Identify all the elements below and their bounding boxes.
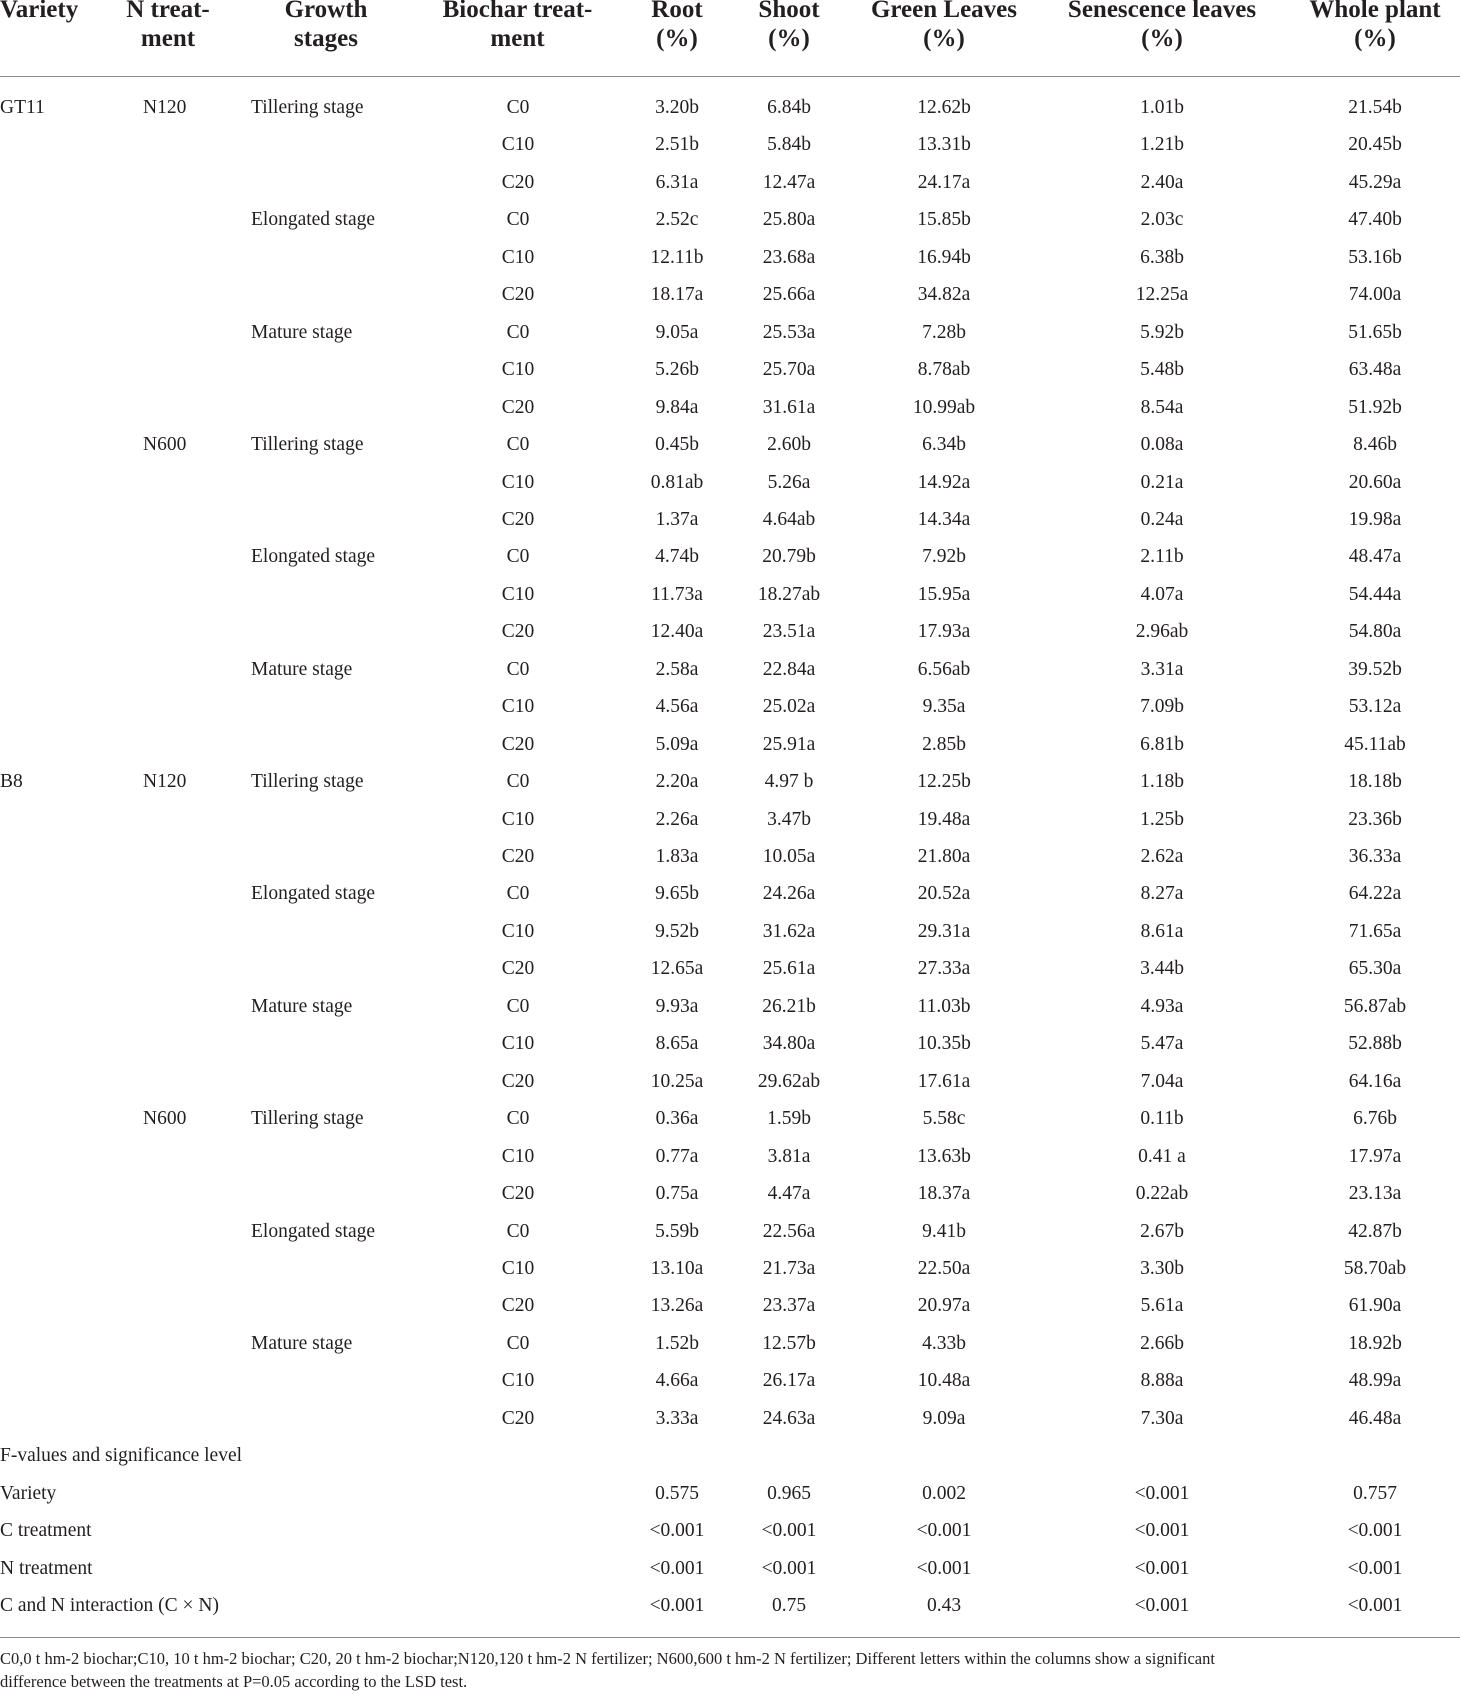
- root-cell: 5.59b: [655, 1220, 699, 1242]
- senescence-cell: 0.24a: [1140, 508, 1184, 530]
- green-leaves-cell: 10.35b: [917, 1033, 971, 1055]
- whole-plant-cell: 48.99a: [1348, 1370, 1402, 1392]
- whole-plant-cell: 64.22a: [1348, 883, 1402, 905]
- root-cell: <0.001: [649, 1557, 705, 1579]
- senescence-cell: 1.21b: [1140, 134, 1184, 156]
- whole-plant-cell: <0.001: [1347, 1557, 1403, 1579]
- shoot-cell: 4.47a: [767, 1183, 811, 1205]
- whole-plant-cell: 8.46b: [1353, 434, 1397, 456]
- header-growth-stages: Growth stages: [284, 0, 368, 52]
- shoot-cell: 12.47a: [762, 171, 816, 193]
- biochar-cell: C0: [506, 209, 530, 231]
- n-treatment-cell: N600: [143, 434, 187, 456]
- shoot-cell: 25.02a: [762, 696, 816, 718]
- shoot-cell: 3.47b: [767, 808, 811, 830]
- green-leaves-cell: 10.99ab: [912, 396, 976, 418]
- green-leaves-cell: 20.97a: [917, 1295, 971, 1317]
- shoot-cell: 22.84a: [762, 658, 816, 680]
- senescence-cell: 2.66b: [1140, 1332, 1184, 1354]
- biochar-cell: C20: [501, 1183, 535, 1205]
- shoot-cell: 4.97 b: [764, 771, 814, 793]
- root-cell: 9.52b: [655, 920, 699, 942]
- root-cell: 9.65b: [655, 883, 699, 905]
- shoot-cell: 6.84b: [767, 97, 811, 118]
- shoot-cell: 2.60b: [767, 434, 811, 456]
- whole-plant-cell: <0.001: [1347, 1595, 1403, 1616]
- root-cell: 2.51b: [655, 134, 699, 156]
- shoot-cell: 25.53a: [762, 321, 816, 343]
- biochar-cell: C10: [501, 1257, 535, 1279]
- senescence-cell: 3.44b: [1140, 958, 1184, 980]
- whole-plant-cell: 20.45b: [1348, 134, 1402, 156]
- senescence-cell: <0.001: [1134, 1595, 1190, 1616]
- shoot-cell: 5.26a: [767, 471, 811, 493]
- biochar-cell: C0: [506, 321, 530, 343]
- biochar-cell: C10: [501, 1033, 535, 1055]
- green-leaves-cell: 17.93a: [917, 621, 971, 643]
- green-leaves-cell: 18.37a: [917, 1183, 971, 1205]
- growth-stage-cell: Mature stage: [251, 321, 353, 343]
- senescence-cell: 8.54a: [1140, 396, 1184, 418]
- biochar-cell: C0: [506, 658, 530, 680]
- biochar-cell: C0: [506, 1108, 530, 1130]
- senescence-cell: <0.001: [1134, 1520, 1190, 1542]
- growth-stage-cell: Elongated stage: [251, 1220, 375, 1242]
- root-cell: 13.26a: [650, 1295, 704, 1317]
- biochar-cell: C20: [501, 958, 535, 980]
- biochar-cell: C20: [501, 733, 535, 755]
- biochar-cell: C20: [501, 846, 535, 867]
- root-cell: 9.84a: [655, 396, 699, 418]
- green-leaves-cell: 15.85b: [917, 209, 971, 231]
- senescence-cell: 1.25b: [1140, 808, 1184, 830]
- green-leaves-cell: 9.35a: [922, 696, 966, 718]
- green-leaves-cell: 7.92b: [922, 546, 966, 568]
- stat-label: C and N interaction (C × N): [0, 1595, 219, 1616]
- root-cell: 11.73a: [651, 583, 703, 605]
- green-leaves-cell: 4.33b: [922, 1332, 966, 1354]
- whole-plant-cell: 51.92b: [1348, 396, 1402, 418]
- shoot-cell: 34.80a: [762, 1033, 816, 1055]
- shoot-cell: 12.57b: [762, 1332, 816, 1354]
- shoot-cell: 25.61a: [762, 958, 816, 980]
- shoot-cell: 29.62ab: [757, 1070, 821, 1092]
- green-leaves-cell: 27.33a: [917, 958, 971, 980]
- root-cell: 2.52c: [655, 209, 699, 231]
- whole-plant-cell: 54.44a: [1348, 583, 1402, 605]
- table-header: [0, 0, 1460, 76]
- whole-plant-cell: 46.48a: [1348, 1407, 1402, 1429]
- senescence-cell: 8.61a: [1140, 920, 1184, 942]
- senescence-cell: 2.67b: [1140, 1220, 1184, 1242]
- root-cell: 1.37a: [655, 508, 699, 530]
- biochar-cell: C10: [501, 359, 535, 381]
- shoot-cell: <0.001: [761, 1557, 817, 1579]
- biochar-cell: C0: [506, 995, 530, 1017]
- root-cell: 3.33a: [655, 1407, 699, 1429]
- biochar-cell: C0: [506, 883, 530, 905]
- shoot-cell: 3.81a: [767, 1145, 811, 1167]
- senescence-cell: 4.07a: [1140, 583, 1184, 605]
- whole-plant-cell: 47.40b: [1348, 209, 1402, 231]
- green-leaves-cell: 12.25b: [917, 771, 971, 793]
- biochar-cell: C10: [501, 471, 535, 493]
- whole-plant-cell: 56.87ab: [1343, 995, 1407, 1017]
- biochar-cell: C0: [506, 1220, 530, 1242]
- senescence-cell: 8.88a: [1140, 1370, 1184, 1392]
- shoot-cell: 31.61a: [762, 396, 816, 418]
- whole-plant-cell: 39.52b: [1348, 658, 1402, 680]
- senescence-cell: 6.38b: [1140, 246, 1184, 268]
- growth-stage-cell: Tillering stage: [251, 434, 364, 456]
- green-leaves-cell: 2.85b: [922, 733, 966, 755]
- whole-plant-cell: 71.65a: [1348, 920, 1402, 942]
- root-cell: 6.31a: [655, 171, 699, 193]
- root-cell: 0.575: [655, 1482, 699, 1504]
- growth-stage-cell: Elongated stage: [251, 546, 375, 568]
- footnote-line-1: C0,0 t hm-2 biochar;C10, 10 t hm-2 biochar; C20, 20 t hm-2 biochar;N120,120 t hm-2 N fertilizer; N600,600 t hm-2 N fertilizer; Different letters within the columns show a significant: [0, 1649, 1215, 1668]
- green-leaves-cell: 24.17a: [917, 171, 971, 193]
- biochar-cell: C20: [501, 621, 535, 643]
- shoot-cell: 22.56a: [762, 1220, 816, 1242]
- root-cell: 12.65a: [650, 958, 704, 980]
- senescence-cell: 0.08a: [1140, 434, 1184, 456]
- root-cell: 12.11b: [650, 246, 704, 268]
- biochar-cell: C20: [501, 284, 535, 306]
- root-cell: 0.77a: [655, 1145, 699, 1167]
- whole-plant-cell: 53.16b: [1348, 246, 1402, 268]
- whole-plant-cell: 6.76b: [1353, 1108, 1397, 1130]
- biochar-cell: C0: [506, 771, 530, 793]
- shoot-cell: 25.70a: [762, 359, 816, 381]
- whole-plant-cell: 18.18b: [1348, 771, 1402, 793]
- growth-stage-cell: Mature stage: [251, 658, 353, 680]
- footnote-line-2: difference between the treatments at P=0.05 according to the LSD test.: [0, 1672, 468, 1691]
- root-cell: 4.56a: [655, 696, 699, 718]
- shoot-cell: 26.21b: [762, 995, 816, 1017]
- biochar-cell: C0: [506, 434, 530, 456]
- whole-plant-cell: 45.11ab: [1344, 733, 1406, 755]
- whole-plant-cell: 18.92b: [1348, 1332, 1402, 1354]
- header-variety: Variety: [0, 0, 79, 23]
- shoot-cell: 1.59b: [767, 1108, 811, 1130]
- senescence-cell: 6.81b: [1140, 733, 1184, 755]
- green-leaves-cell: 9.09a: [922, 1407, 966, 1429]
- senescence-cell: 7.04a: [1140, 1070, 1184, 1092]
- header-green-leaves: Green Leaves (%): [870, 0, 1018, 52]
- whole-plant-cell: <0.001: [1347, 1520, 1403, 1542]
- biochar-cell: C0: [506, 1332, 530, 1354]
- biochar-cell: C20: [501, 1407, 535, 1429]
- growth-stage-cell: Mature stage: [251, 995, 353, 1017]
- whole-plant-cell: 20.60a: [1348, 471, 1402, 493]
- biochar-cell: C10: [501, 808, 535, 830]
- root-cell: 4.66a: [655, 1370, 699, 1392]
- root-cell: 2.20a: [655, 771, 699, 793]
- senescence-cell: 5.47a: [1140, 1033, 1184, 1055]
- root-cell: 13.10a: [650, 1257, 704, 1279]
- senescence-cell: 2.62a: [1140, 846, 1184, 867]
- n-treatment-cell: N600: [143, 1108, 187, 1130]
- green-leaves-cell: 20.52a: [917, 883, 971, 905]
- senescence-cell: 3.31a: [1140, 658, 1184, 680]
- shoot-cell: 25.80a: [762, 209, 816, 231]
- senescence-cell: 0.41 a: [1138, 1145, 1186, 1167]
- shoot-cell: 21.73a: [762, 1257, 816, 1279]
- whole-plant-cell: 52.88b: [1348, 1033, 1402, 1055]
- shoot-cell: 20.79b: [762, 546, 816, 568]
- biochar-cell: C10: [501, 246, 535, 268]
- shoot-cell: 26.17a: [762, 1370, 816, 1392]
- shoot-cell: 0.75: [771, 1595, 807, 1616]
- senescence-cell: 2.40a: [1140, 171, 1184, 193]
- root-cell: 10.25a: [650, 1070, 704, 1092]
- whole-plant-cell: 42.87b: [1348, 1220, 1402, 1242]
- whole-plant-cell: 17.97a: [1348, 1145, 1402, 1167]
- whole-plant-cell: 0.757: [1353, 1482, 1397, 1504]
- green-leaves-cell: 6.34b: [922, 434, 966, 456]
- green-leaves-cell: 29.31a: [917, 920, 971, 942]
- senescence-cell: 8.27a: [1140, 883, 1184, 905]
- senescence-cell: 0.22ab: [1135, 1183, 1189, 1205]
- senescence-cell: 2.96ab: [1135, 621, 1189, 643]
- shoot-cell: 0.965: [767, 1482, 811, 1504]
- stat-label: C treatment: [0, 1520, 92, 1542]
- biochar-cell: C10: [501, 583, 535, 605]
- green-leaves-cell: <0.001: [916, 1557, 972, 1579]
- senescence-cell: <0.001: [1134, 1557, 1190, 1579]
- senescence-cell: 5.92b: [1140, 321, 1184, 343]
- header-biochar-treatment: Biochar treat- ment: [442, 0, 593, 52]
- root-cell: 0.81ab: [650, 471, 704, 493]
- green-leaves-cell: <0.001: [916, 1520, 972, 1542]
- senescence-cell: 2.11b: [1140, 546, 1184, 568]
- biochar-cell: C0: [506, 97, 530, 118]
- green-leaves-cell: 13.63b: [917, 1145, 971, 1167]
- root-cell: 18.17a: [650, 284, 704, 306]
- green-leaves-cell: 0.002: [922, 1482, 966, 1504]
- whole-plant-cell: 51.65b: [1348, 321, 1402, 343]
- bottom-rule: [0, 1637, 1460, 1638]
- senescence-cell: 3.30b: [1140, 1257, 1184, 1279]
- senescence-cell: 0.11b: [1140, 1108, 1184, 1130]
- senescence-cell: 1.01b: [1140, 97, 1184, 118]
- senescence-cell: 4.93a: [1140, 995, 1184, 1017]
- whole-plant-cell: 65.30a: [1348, 958, 1402, 980]
- root-cell: 2.58a: [655, 658, 699, 680]
- whole-plant-cell: 23.36b: [1348, 808, 1402, 830]
- growth-stage-cell: Mature stage: [251, 1332, 353, 1354]
- senescence-cell: 5.61a: [1140, 1295, 1184, 1317]
- shoot-cell: 25.66a: [762, 284, 816, 306]
- root-cell: 1.83a: [655, 846, 699, 867]
- variety-cell: GT11: [0, 97, 45, 118]
- whole-plant-cell: 58.70ab: [1343, 1257, 1407, 1279]
- root-cell: 0.36a: [655, 1108, 699, 1130]
- green-leaves-cell: 6.56ab: [917, 658, 971, 680]
- green-leaves-cell: 9.41b: [922, 1220, 966, 1242]
- biochar-cell: C20: [501, 508, 535, 530]
- shoot-cell: 23.37a: [762, 1295, 816, 1317]
- variety-cell: B8: [0, 771, 23, 793]
- senescence-cell: <0.001: [1134, 1482, 1190, 1504]
- growth-stage-cell: Elongated stage: [251, 209, 375, 231]
- biochar-cell: C20: [501, 171, 535, 193]
- senescence-cell: 5.48b: [1140, 359, 1184, 381]
- senescence-cell: 12.25a: [1135, 284, 1189, 306]
- senescence-cell: 2.03c: [1140, 209, 1184, 231]
- biochar-cell: C10: [501, 920, 535, 942]
- whole-plant-cell: 48.47a: [1348, 546, 1402, 568]
- green-leaves-cell: 5.58c: [922, 1108, 966, 1130]
- growth-stage-cell: Elongated stage: [251, 883, 375, 905]
- senescence-cell: 7.30a: [1140, 1407, 1184, 1429]
- n-treatment-cell: N120: [143, 97, 187, 118]
- whole-plant-cell: 53.12a: [1348, 696, 1402, 718]
- header-root: Root (%): [651, 0, 703, 52]
- green-leaves-cell: 12.62b: [917, 97, 971, 118]
- green-leaves-cell: 13.31b: [917, 134, 971, 156]
- green-leaves-cell: 11.03b: [917, 995, 971, 1017]
- header-n-treatment: N treat- ment: [126, 0, 210, 52]
- shoot-cell: 5.84b: [767, 134, 811, 156]
- senescence-cell: 0.21a: [1140, 471, 1184, 493]
- green-leaves-cell: 17.61a: [917, 1070, 971, 1092]
- header-senescence-leaves: Senescence leaves (%): [1067, 0, 1257, 52]
- stat-label: N treatment: [0, 1557, 93, 1579]
- root-cell: 8.65a: [655, 1033, 699, 1055]
- root-cell: 0.75a: [655, 1183, 699, 1205]
- root-cell: 2.26a: [655, 808, 699, 830]
- growth-stage-cell: Tillering stage: [251, 97, 364, 118]
- header-whole-plant: Whole plant (%): [1309, 0, 1441, 52]
- whole-plant-cell: 74.00a: [1348, 284, 1402, 306]
- shoot-cell: 23.68a: [762, 246, 816, 268]
- green-leaves-cell: 8.78ab: [917, 359, 971, 381]
- whole-plant-cell: 21.54b: [1348, 97, 1402, 118]
- growth-stage-cell: Tillering stage: [251, 771, 364, 793]
- shoot-cell: <0.001: [761, 1520, 817, 1542]
- shoot-cell: 31.62a: [762, 920, 816, 942]
- senescence-cell: 7.09b: [1140, 696, 1184, 718]
- stat-label: Variety: [0, 1482, 57, 1504]
- root-cell: 3.20b: [655, 97, 699, 118]
- biochar-cell: C20: [501, 1070, 535, 1092]
- whole-plant-cell: 23.13a: [1348, 1183, 1402, 1205]
- senescence-cell: 1.18b: [1140, 771, 1184, 793]
- footnote: [0, 1647, 1460, 1693]
- green-leaves-cell: 22.50a: [917, 1257, 971, 1279]
- n-treatment-cell: N120: [143, 771, 187, 793]
- green-leaves-cell: 19.48a: [917, 808, 971, 830]
- green-leaves-cell: 21.80a: [917, 846, 971, 867]
- whole-plant-cell: 61.90a: [1348, 1295, 1402, 1317]
- root-cell: 9.05a: [655, 321, 699, 343]
- shoot-cell: 25.91a: [762, 733, 816, 755]
- shoot-cell: 24.26a: [762, 883, 816, 905]
- shoot-cell: 23.51a: [762, 621, 816, 643]
- root-cell: 4.74b: [655, 546, 699, 568]
- biochar-cell: C20: [501, 1295, 535, 1317]
- green-leaves-cell: 10.48a: [917, 1370, 971, 1392]
- shoot-cell: 24.63a: [762, 1407, 816, 1429]
- root-cell: 9.93a: [655, 995, 699, 1017]
- root-cell: 0.45b: [655, 434, 699, 456]
- header-shoot: Shoot (%): [758, 0, 820, 52]
- whole-plant-cell: 36.33a: [1348, 846, 1402, 867]
- whole-plant-cell: 19.98a: [1348, 508, 1402, 530]
- root-cell: 12.40a: [650, 621, 704, 643]
- root-cell: <0.001: [649, 1520, 705, 1542]
- root-cell: <0.001: [649, 1595, 705, 1616]
- shoot-cell: 10.05a: [762, 846, 816, 867]
- whole-plant-cell: 45.29a: [1348, 171, 1402, 193]
- green-leaves-cell: 7.28b: [922, 321, 966, 343]
- green-leaves-cell: 15.95a: [917, 583, 971, 605]
- green-leaves-cell: 14.34a: [917, 508, 971, 530]
- header-rule: [0, 76, 1460, 77]
- green-leaves-cell: 14.92a: [917, 471, 971, 493]
- biochar-cell: C10: [501, 1145, 535, 1167]
- root-cell: 1.52b: [655, 1332, 699, 1354]
- biochar-cell: C10: [501, 1370, 535, 1392]
- whole-plant-cell: 64.16a: [1348, 1070, 1402, 1092]
- growth-stage-cell: Tillering stage: [251, 1108, 364, 1130]
- root-cell: 5.09a: [655, 733, 699, 755]
- green-leaves-cell: 16.94b: [917, 246, 971, 268]
- biochar-cell: C20: [501, 396, 535, 418]
- shoot-cell: 18.27ab: [757, 583, 821, 605]
- green-leaves-cell: 0.43: [926, 1595, 962, 1616]
- stats-heading: F-values and significance level: [0, 1445, 243, 1467]
- green-leaves-cell: 34.82a: [917, 284, 971, 306]
- biochar-cell: C0: [506, 546, 530, 568]
- biochar-cell: C10: [501, 696, 535, 718]
- whole-plant-cell: 54.80a: [1348, 621, 1402, 643]
- root-cell: 5.26b: [655, 359, 699, 381]
- biochar-cell: C10: [501, 134, 535, 156]
- whole-plant-cell: 63.48a: [1348, 359, 1402, 381]
- shoot-cell: 4.64ab: [762, 508, 816, 530]
